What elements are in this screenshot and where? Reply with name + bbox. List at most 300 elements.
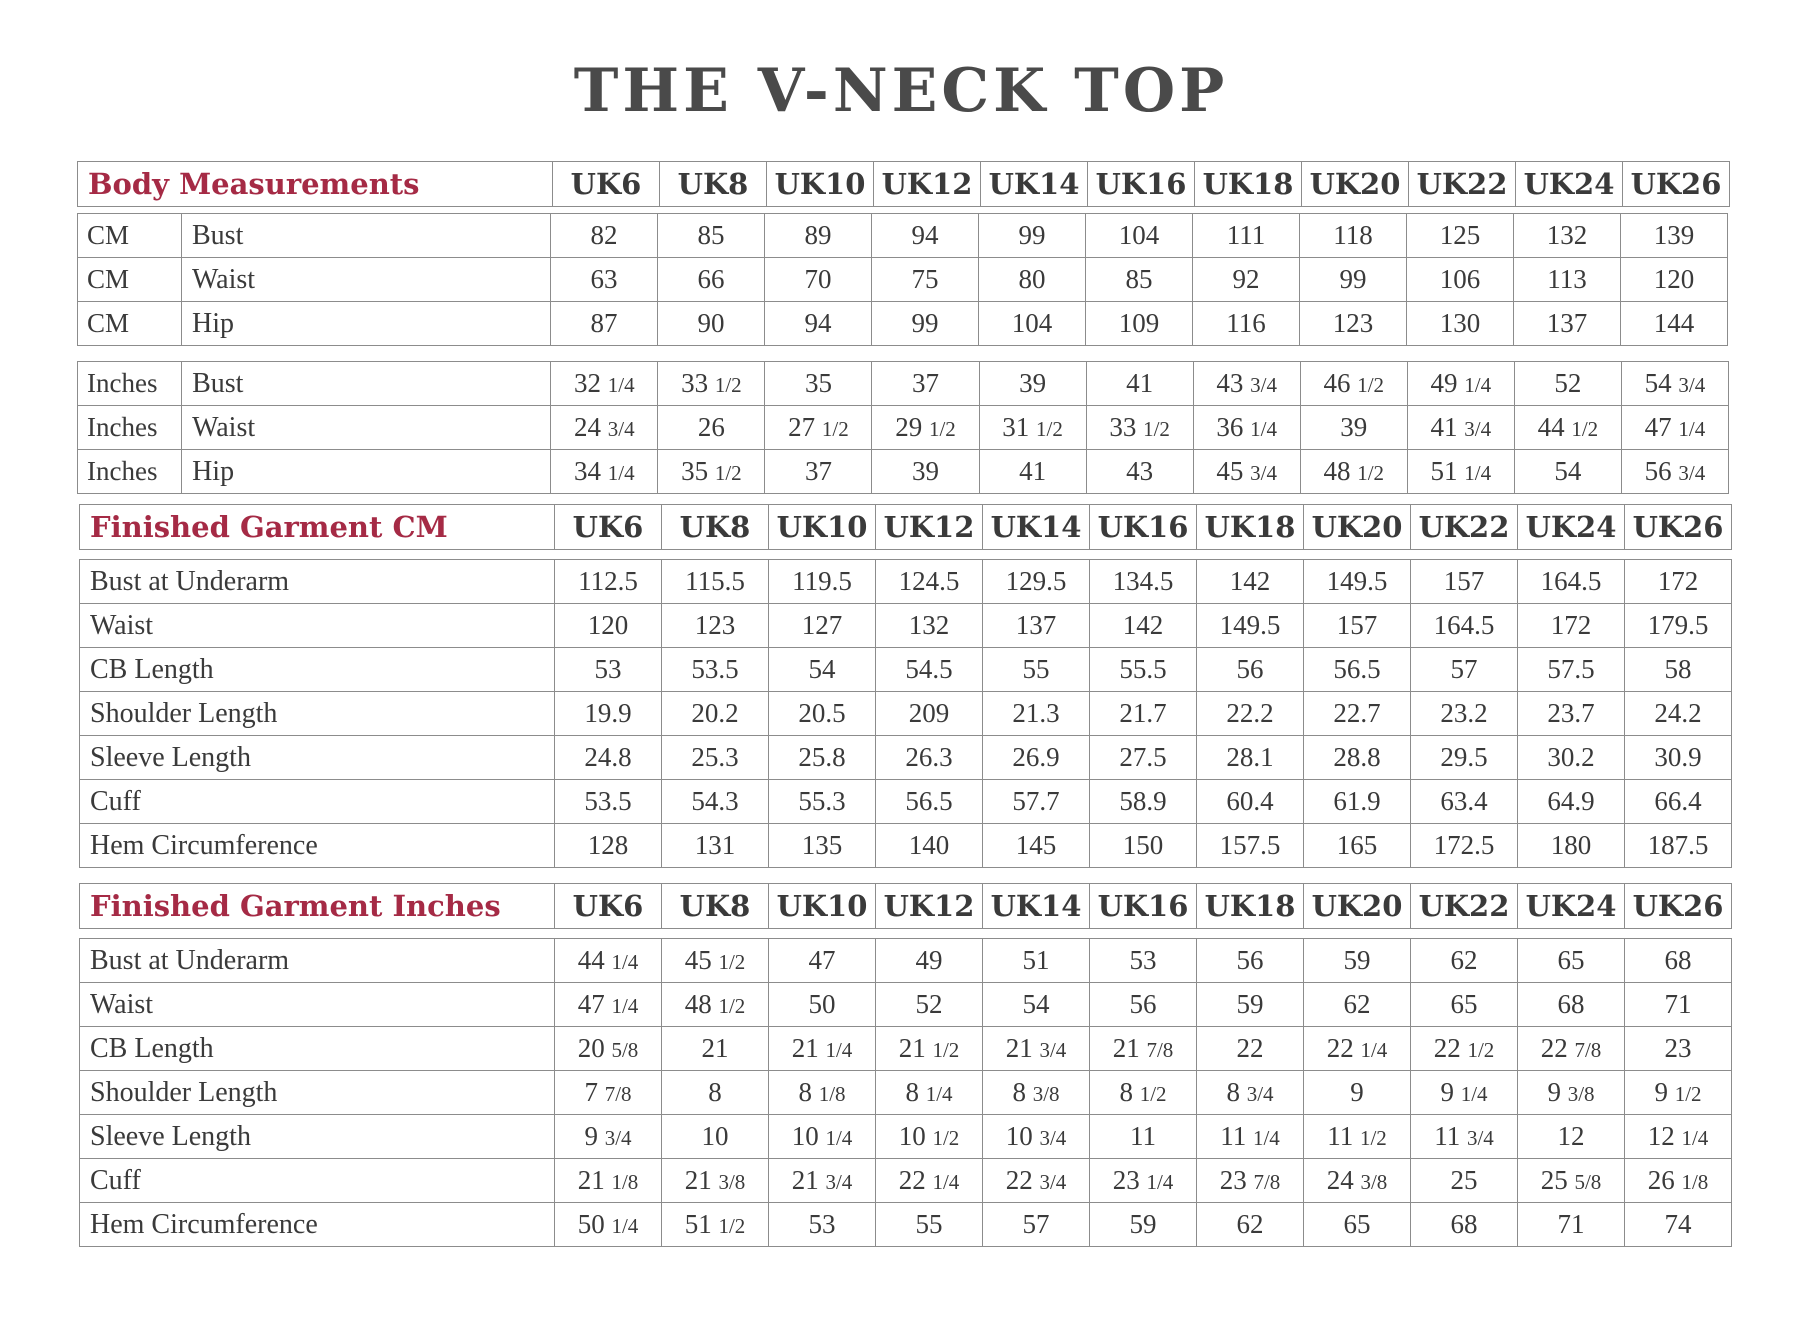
measurement-value: 164.5: [1411, 604, 1518, 648]
table-row: [78, 406, 1729, 450]
header-row: [78, 162, 1730, 207]
measurement-value: 60.4: [1197, 780, 1304, 824]
measurement-value: 33 1/2: [658, 362, 765, 406]
measurement-value: 8 1/2: [1090, 1071, 1197, 1115]
size-header: UK26: [1625, 884, 1732, 929]
size-header: UK10: [767, 162, 874, 207]
measurement-value: 21 7/8: [1090, 1027, 1197, 1071]
header-row: [80, 884, 1732, 929]
measurement-value: 22.2: [1197, 692, 1304, 736]
size-header: UK22: [1411, 884, 1518, 929]
table-row: [80, 736, 1732, 780]
measurement-value: 29 1/2: [872, 406, 979, 450]
size-header: UK16: [1090, 884, 1197, 929]
measurement-value: 9 1/2: [1625, 1071, 1732, 1115]
measurement-value: 25.3: [662, 736, 769, 780]
measurement-value: 7 7/8: [555, 1071, 662, 1115]
size-header: UK12: [876, 505, 983, 550]
measurement-value: 137: [983, 604, 1090, 648]
measurement-value: 116: [1193, 302, 1300, 346]
measurement-value: 112.5: [555, 560, 662, 604]
measurement-value: 165: [1304, 824, 1411, 868]
measurement-value: 134.5: [1090, 560, 1197, 604]
measurement-value: 131: [662, 824, 769, 868]
measurement-value: 8 1/4: [876, 1071, 983, 1115]
size-header: UK10: [769, 505, 876, 550]
measurement-label: Hip: [182, 450, 551, 494]
measurement-value: 82: [551, 214, 658, 258]
size-header: UK6: [553, 162, 660, 207]
measurement-value: 26 1/8: [1625, 1159, 1732, 1203]
measurement-value: 71: [1625, 983, 1732, 1027]
measurement-value: 132: [1514, 214, 1621, 258]
measurement-value: 74: [1625, 1203, 1732, 1247]
measurement-value: 55: [876, 1203, 983, 1247]
measurement-value: 120: [1621, 258, 1728, 302]
measurement-value: 11: [1090, 1115, 1197, 1159]
measurement-value: 46 1/2: [1300, 362, 1407, 406]
measurement-value: 10 3/4: [983, 1115, 1090, 1159]
measurement-value: 149.5: [1304, 560, 1411, 604]
measurement-label: Waist: [182, 406, 551, 450]
measurement-value: 71: [1518, 1203, 1625, 1247]
measurement-value: 59: [1090, 1203, 1197, 1247]
measurement-value: 123: [1300, 302, 1407, 346]
measurement-value: 135: [769, 824, 876, 868]
measurement-value: 54: [983, 983, 1090, 1027]
measurement-value: 68: [1518, 983, 1625, 1027]
measurement-value: 56: [1197, 648, 1304, 692]
measurement-value: 43: [1086, 450, 1193, 494]
measurement-value: 25 5/8: [1518, 1159, 1625, 1203]
unit-label: Inches: [78, 450, 182, 494]
table-row: [80, 1071, 1732, 1115]
measurement-value: 49 1/4: [1407, 362, 1514, 406]
measurement-value: 53: [769, 1203, 876, 1247]
table-row: [80, 648, 1732, 692]
measurement-value: 35: [765, 362, 872, 406]
measurement-value: 21 1/4: [769, 1027, 876, 1071]
measurement-value: 22.7: [1304, 692, 1411, 736]
measurement-value: 56: [1090, 983, 1197, 1027]
measurement-value: 62: [1304, 983, 1411, 1027]
table-row: [80, 780, 1732, 824]
measurement-value: 21.3: [983, 692, 1090, 736]
measurement-value: 45 1/2: [662, 939, 769, 983]
measurement-value: 106: [1407, 258, 1514, 302]
size-header: UK16: [1088, 162, 1195, 207]
measurement-value: 128: [555, 824, 662, 868]
measurement-value: 58.9: [1090, 780, 1197, 824]
measurement-value: 22 1/4: [1304, 1027, 1411, 1071]
table-row: [80, 1159, 1732, 1203]
measurement-label: Cuff: [80, 780, 555, 824]
measurement-value: 11 1/2: [1304, 1115, 1411, 1159]
measurement-value: 23.2: [1411, 692, 1518, 736]
measurement-value: 94: [872, 214, 979, 258]
finished-cm-table: [79, 559, 1732, 868]
size-header: UK16: [1090, 505, 1197, 550]
measurement-value: 20 5/8: [555, 1027, 662, 1071]
measurement-value: 44 1/2: [1514, 406, 1621, 450]
measurement-value: 172: [1518, 604, 1625, 648]
measurement-value: 24 3/8: [1304, 1159, 1411, 1203]
measurement-value: 57: [1411, 648, 1518, 692]
measurement-value: 94: [765, 302, 872, 346]
measurement-value: 23 1/4: [1090, 1159, 1197, 1203]
size-header: UK26: [1623, 162, 1730, 207]
measurement-value: 21: [662, 1027, 769, 1071]
size-header: UK22: [1409, 162, 1516, 207]
measurement-value: 10 1/2: [876, 1115, 983, 1159]
measurement-value: 157.5: [1197, 824, 1304, 868]
measurement-label: CB Length: [80, 648, 555, 692]
measurement-value: 23: [1625, 1027, 1732, 1071]
measurement-value: 26.9: [983, 736, 1090, 780]
measurement-value: 48 1/2: [1300, 450, 1407, 494]
measurement-value: 37: [765, 450, 872, 494]
size-header: UK22: [1411, 505, 1518, 550]
measurement-value: 59: [1304, 939, 1411, 983]
measurement-value: 142: [1090, 604, 1197, 648]
measurement-value: 99: [1300, 258, 1407, 302]
measurement-label: Bust: [182, 362, 551, 406]
section-heading: Finished Garment CM: [80, 505, 555, 550]
measurement-value: 58: [1625, 648, 1732, 692]
measurement-value: 85: [1086, 258, 1193, 302]
measurement-value: 139: [1621, 214, 1728, 258]
size-header: UK8: [660, 162, 767, 207]
measurement-value: 39: [1300, 406, 1407, 450]
measurement-value: 92: [1193, 258, 1300, 302]
measurement-value: 57: [983, 1203, 1090, 1247]
measurement-value: 85: [658, 214, 765, 258]
measurement-value: 149.5: [1197, 604, 1304, 648]
measurement-value: 34 1/4: [551, 450, 658, 494]
measurement-value: 8 3/8: [983, 1071, 1090, 1115]
size-header: UK18: [1197, 505, 1304, 550]
measurement-value: 54 3/4: [1621, 362, 1728, 406]
measurement-value: 21.7: [1090, 692, 1197, 736]
measurement-value: 56 3/4: [1621, 450, 1728, 494]
unit-label: Inches: [78, 406, 182, 450]
measurement-value: 75: [872, 258, 979, 302]
measurement-value: 51: [983, 939, 1090, 983]
measurement-value: 28.1: [1197, 736, 1304, 780]
measurement-value: 21 3/8: [662, 1159, 769, 1203]
measurement-value: 19.9: [555, 692, 662, 736]
measurement-label: Waist: [182, 258, 551, 302]
measurement-value: 12 1/4: [1625, 1115, 1732, 1159]
measurement-value: 30.9: [1625, 736, 1732, 780]
measurement-value: 123: [662, 604, 769, 648]
unit-label: CM: [78, 214, 182, 258]
measurement-value: 142: [1197, 560, 1304, 604]
measurement-value: 9 3/8: [1518, 1071, 1625, 1115]
measurement-label: Bust at Underarm: [80, 939, 555, 983]
measurement-value: 47 1/4: [555, 983, 662, 1027]
measurement-value: 129.5: [983, 560, 1090, 604]
measurement-value: 52: [876, 983, 983, 1027]
body-measurements-header: [77, 161, 1730, 207]
size-header: UK14: [983, 884, 1090, 929]
unit-label: CM: [78, 302, 182, 346]
measurement-value: 164.5: [1518, 560, 1625, 604]
size-header: UK6: [555, 884, 662, 929]
measurement-value: 157: [1411, 560, 1518, 604]
measurement-value: 61.9: [1304, 780, 1411, 824]
measurement-value: 180: [1518, 824, 1625, 868]
table-row: [80, 692, 1732, 736]
measurement-value: 50 1/4: [555, 1203, 662, 1247]
measurement-value: 11 1/4: [1197, 1115, 1304, 1159]
measurement-value: 21 1/2: [876, 1027, 983, 1071]
measurement-value: 65: [1304, 1203, 1411, 1247]
measurement-value: 23 7/8: [1197, 1159, 1304, 1203]
measurement-value: 172.5: [1411, 824, 1518, 868]
measurement-value: 54.3: [662, 780, 769, 824]
measurement-label: Hem Circumference: [80, 1203, 555, 1247]
measurement-value: 124.5: [876, 560, 983, 604]
table-row: [78, 362, 1729, 406]
measurement-value: 55.3: [769, 780, 876, 824]
table-row: [80, 1203, 1732, 1247]
measurement-value: 22 1/2: [1411, 1027, 1518, 1071]
table-row: [80, 1115, 1732, 1159]
measurement-value: 53: [555, 648, 662, 692]
size-header: UK20: [1304, 884, 1411, 929]
size-header: UK12: [876, 884, 983, 929]
measurement-value: 137: [1514, 302, 1621, 346]
size-header: UK20: [1304, 505, 1411, 550]
measurement-value: 31 1/2: [979, 406, 1086, 450]
measurement-value: 8: [662, 1071, 769, 1115]
measurement-value: 65: [1518, 939, 1625, 983]
measurement-value: 44 1/4: [555, 939, 662, 983]
measurement-value: 47 1/4: [1621, 406, 1728, 450]
measurement-value: 54: [1514, 450, 1621, 494]
measurement-value: 70: [765, 258, 872, 302]
measurement-label: Bust: [182, 214, 551, 258]
measurement-value: 9 3/4: [555, 1115, 662, 1159]
measurement-value: 113: [1514, 258, 1621, 302]
measurement-value: 144: [1621, 302, 1728, 346]
measurement-value: 26.3: [876, 736, 983, 780]
measurement-value: 39: [872, 450, 979, 494]
unit-label: Inches: [78, 362, 182, 406]
measurement-value: 53.5: [555, 780, 662, 824]
measurement-value: 68: [1411, 1203, 1518, 1247]
measurement-value: 56: [1197, 939, 1304, 983]
measurement-value: 66.4: [1625, 780, 1732, 824]
table-row: [78, 214, 1728, 258]
measurement-value: 20.2: [662, 692, 769, 736]
measurement-value: 49: [876, 939, 983, 983]
table-row: [78, 450, 1729, 494]
size-header: UK14: [983, 505, 1090, 550]
measurement-value: 54.5: [876, 648, 983, 692]
measurement-value: 27 1/2: [765, 406, 872, 450]
measurement-value: 99: [872, 302, 979, 346]
measurement-value: 52: [1514, 362, 1621, 406]
measurement-value: 99: [979, 214, 1086, 258]
measurement-value: 64.9: [1518, 780, 1625, 824]
size-header: UK10: [769, 884, 876, 929]
size-header: UK26: [1625, 505, 1732, 550]
header-row: [80, 505, 1732, 550]
measurement-value: 55: [983, 648, 1090, 692]
measurement-value: 8 1/8: [769, 1071, 876, 1115]
measurement-value: 28.8: [1304, 736, 1411, 780]
size-header: UK20: [1302, 162, 1409, 207]
measurement-label: Shoulder Length: [80, 692, 555, 736]
body-inches-table: [77, 361, 1729, 494]
measurement-value: 150: [1090, 824, 1197, 868]
measurement-value: 25.8: [769, 736, 876, 780]
measurement-value: 87: [551, 302, 658, 346]
measurement-value: 130: [1407, 302, 1514, 346]
finished-cm-header: [79, 504, 1732, 550]
measurement-value: 51 1/2: [662, 1203, 769, 1247]
measurement-value: 209: [876, 692, 983, 736]
measurement-value: 53.5: [662, 648, 769, 692]
measurement-value: 22 3/4: [983, 1159, 1090, 1203]
measurement-value: 125: [1407, 214, 1514, 258]
measurement-value: 47: [769, 939, 876, 983]
measurement-value: 21 1/8: [555, 1159, 662, 1203]
measurement-label: Hem Circumference: [80, 824, 555, 868]
measurement-value: 109: [1086, 302, 1193, 346]
unit-label: CM: [78, 258, 182, 302]
measurement-value: 59: [1197, 983, 1304, 1027]
measurement-value: 120: [555, 604, 662, 648]
measurement-value: 54: [769, 648, 876, 692]
measurement-value: 11 3/4: [1411, 1115, 1518, 1159]
measurement-label: Bust at Underarm: [80, 560, 555, 604]
measurement-value: 80: [979, 258, 1086, 302]
measurement-value: 36 1/4: [1193, 406, 1300, 450]
measurement-label: Hip: [182, 302, 551, 346]
measurement-label: CB Length: [80, 1027, 555, 1071]
measurement-value: 21 3/4: [769, 1159, 876, 1203]
table-row: [80, 604, 1732, 648]
measurement-value: 26: [658, 406, 765, 450]
table-row: [80, 1027, 1732, 1071]
measurement-value: 66: [658, 258, 765, 302]
measurement-value: 104: [1086, 214, 1193, 258]
measurement-value: 9 1/4: [1411, 1071, 1518, 1115]
measurement-value: 145: [983, 824, 1090, 868]
measurement-value: 8 3/4: [1197, 1071, 1304, 1115]
measurement-label: Waist: [80, 604, 555, 648]
measurement-value: 24.2: [1625, 692, 1732, 736]
size-header: UK18: [1197, 884, 1304, 929]
measurement-value: 27.5: [1090, 736, 1197, 780]
measurement-value: 37: [872, 362, 979, 406]
size-header: UK6: [555, 505, 662, 550]
measurement-label: Waist: [80, 983, 555, 1027]
measurement-value: 68: [1625, 939, 1732, 983]
measurement-value: 115.5: [662, 560, 769, 604]
size-header: UK24: [1518, 884, 1625, 929]
size-header: UK14: [981, 162, 1088, 207]
measurement-value: 57.5: [1518, 648, 1625, 692]
finished-inches-table: [79, 938, 1732, 1247]
measurement-value: 22: [1197, 1027, 1304, 1071]
measurement-value: 132: [876, 604, 983, 648]
measurement-value: 32 1/4: [551, 362, 658, 406]
measurement-value: 62: [1197, 1203, 1304, 1247]
size-header: UK8: [662, 505, 769, 550]
measurement-value: 63.4: [1411, 780, 1518, 824]
measurement-value: 119.5: [769, 560, 876, 604]
measurement-value: 25: [1411, 1159, 1518, 1203]
table-row: [80, 939, 1732, 983]
measurement-value: 10 1/4: [769, 1115, 876, 1159]
measurement-value: 48 1/2: [662, 983, 769, 1027]
table-row: [78, 258, 1728, 302]
size-header: UK24: [1518, 505, 1625, 550]
measurement-value: 57.7: [983, 780, 1090, 824]
measurement-value: 51 1/4: [1407, 450, 1514, 494]
measurement-value: 39: [979, 362, 1086, 406]
measurement-value: 55.5: [1090, 648, 1197, 692]
measurement-value: 9: [1304, 1071, 1411, 1115]
measurement-value: 127: [769, 604, 876, 648]
table-row: [78, 302, 1728, 346]
measurement-value: 118: [1300, 214, 1407, 258]
measurement-value: 63: [551, 258, 658, 302]
measurement-value: 22 1/4: [876, 1159, 983, 1203]
size-header: UK8: [662, 884, 769, 929]
table-row: [80, 824, 1732, 868]
measurement-value: 35 1/2: [658, 450, 765, 494]
size-header: UK18: [1195, 162, 1302, 207]
measurement-value: 157: [1304, 604, 1411, 648]
measurement-label: Sleeve Length: [80, 1115, 555, 1159]
measurement-value: 21 3/4: [983, 1027, 1090, 1071]
measurement-value: 41: [1086, 362, 1193, 406]
measurement-value: 43 3/4: [1193, 362, 1300, 406]
table-row: [80, 560, 1732, 604]
measurement-value: 65: [1411, 983, 1518, 1027]
measurement-value: 89: [765, 214, 872, 258]
measurement-value: 24 3/4: [551, 406, 658, 450]
measurement-value: 33 1/2: [1086, 406, 1193, 450]
measurement-value: 62: [1411, 939, 1518, 983]
measurement-label: Cuff: [80, 1159, 555, 1203]
measurement-value: 140: [876, 824, 983, 868]
measurement-value: 53: [1090, 939, 1197, 983]
measurement-value: 30.2: [1518, 736, 1625, 780]
measurement-value: 10: [662, 1115, 769, 1159]
page-title: THE V-NECK TOP: [573, 56, 1229, 126]
size-header: UK24: [1516, 162, 1623, 207]
finished-inches-header: [79, 883, 1732, 929]
measurement-value: 41: [979, 450, 1086, 494]
measurement-value: 22 7/8: [1518, 1027, 1625, 1071]
measurement-value: 56.5: [1304, 648, 1411, 692]
measurement-value: 90: [658, 302, 765, 346]
measurement-label: Shoulder Length: [80, 1071, 555, 1115]
measurement-value: 12: [1518, 1115, 1625, 1159]
size-header: UK12: [874, 162, 981, 207]
measurement-value: 41 3/4: [1407, 406, 1514, 450]
measurement-value: 50: [769, 983, 876, 1027]
body-cm-table: [77, 213, 1728, 346]
measurement-value: 104: [979, 302, 1086, 346]
table-row: [80, 983, 1732, 1027]
